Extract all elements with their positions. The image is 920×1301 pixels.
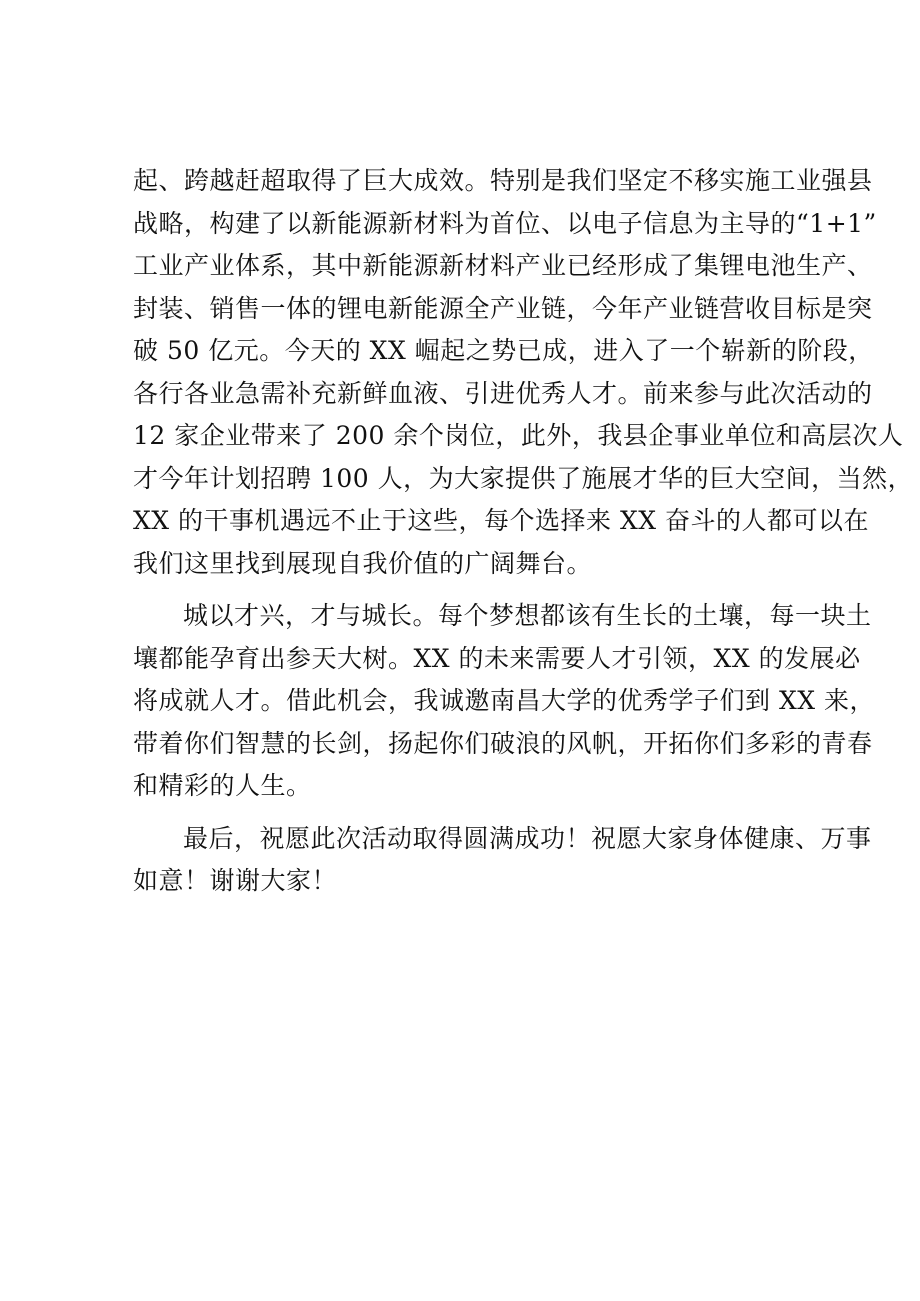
paragraph-line: 将成就人才。借此机会，我诚邀南昌大学的优秀学子们到 XX 来， [133, 686, 875, 715]
paragraph-line: 带着你们智慧的长剑，扬起你们破浪的风帆，开拓你们多彩的青春 [133, 728, 873, 758]
paragraph-line: 才今年计划招聘 100 人，为大家提供了施展才华的巨大空间，当然， [133, 463, 914, 493]
paragraph-line: 封装、销售一体的锂电新能源全产业链，今年产业链营收目标是突 [133, 293, 873, 323]
paragraph-line: 壤都能孕育出参天大树。XX 的未来需要人才引领，XX 的发展必 [133, 643, 861, 673]
paragraph-line: 起、跨越赶超取得了巨大成效。特别是我们坚定不移实施工业强县 [133, 166, 873, 195]
paragraph-line: 战略，构建了以新能源新材料为首位、以电子信息为主导的“1+1” [133, 208, 877, 238]
paragraph-line: 城以才兴，才与城长。每个梦想都该有生长的土壤，每一块土 [183, 601, 872, 630]
paragraph-line: 最后，祝愿此次活动取得圆满成功！祝愿大家身体健康、万事 [183, 823, 872, 853]
paragraph-2 [133, 595, 875, 808]
paragraph-line: 12 家企业带来了 200 余个岗位，此外，我县企事业单位和高层次人 [133, 421, 904, 450]
paragraph-line: 工业产业体系，其中新能源新材料产业已经形成了集锂电池生产、 [133, 251, 873, 280]
paragraph-line: 破 50 亿元。今天的 XX 崛起之势已成，进入了一个崭新的阶段， [133, 336, 874, 365]
paragraph-line: XX 的干事机遇远不止于这些，每个选择来 XX 奋斗的人都可以在 [133, 506, 870, 535]
paragraph-line: 我们这里找到展现自我价值的广阔舞台。 [133, 548, 593, 578]
paragraph-line: 和精彩的人生。 [133, 771, 312, 800]
paragraph-line: 各行各业急需补充新鲜血液、引进优秀人才。前来参与此次活动的 [133, 378, 873, 408]
document-body [133, 160, 914, 903]
paragraph-line: 如意！谢谢大家！ [133, 866, 338, 895]
paragraph-1 [133, 160, 914, 585]
paragraph-3 [133, 818, 872, 903]
